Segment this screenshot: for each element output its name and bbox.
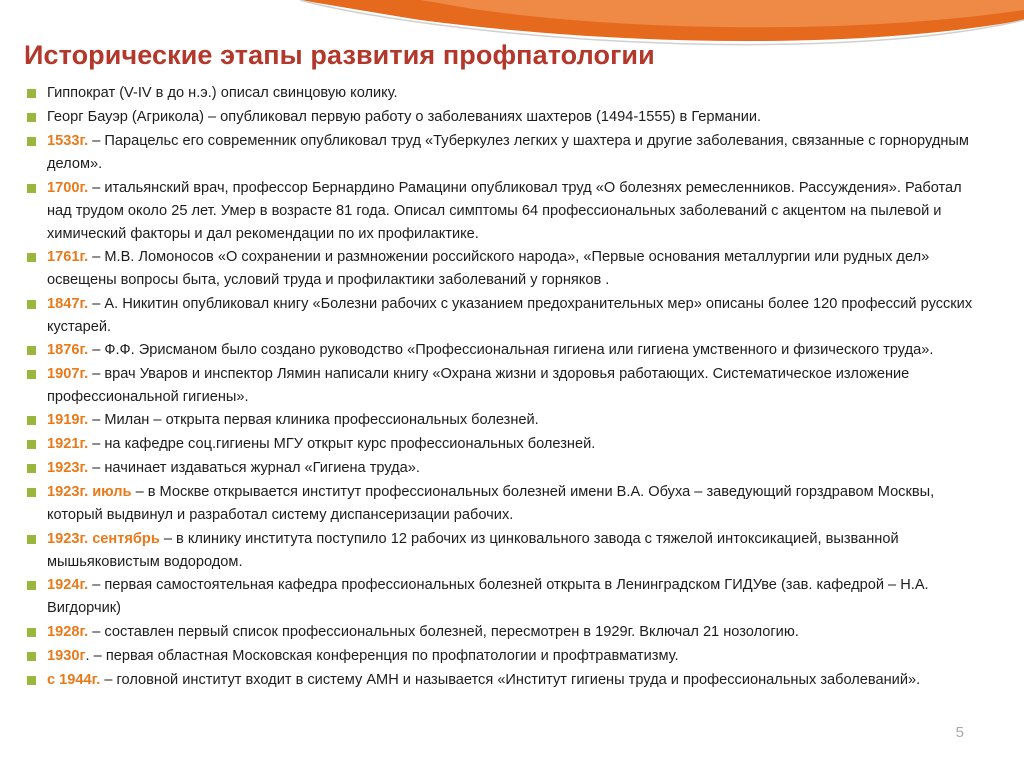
item-lead: 1928г. <box>47 623 89 640</box>
list-item <box>24 130 986 176</box>
bullet-icon <box>27 89 36 98</box>
item-lead: 1923г. июль <box>47 484 132 500</box>
bullet-icon <box>27 488 36 497</box>
list-item <box>24 293 986 339</box>
page-number: 5 <box>955 724 964 741</box>
item-lead: 1533г. <box>47 133 89 149</box>
item-text: Георг Бауэр (Агрикола) – опубликовал первую работу о заболеваниях шахтеров (1494-1555) в Германии. <box>47 109 762 125</box>
bullet-icon <box>27 676 36 685</box>
item-text: – Парацельс его современник опубликовал труд «Туберкулез легких у шахтера и другие заболевания, связанные с горнорудным делом». <box>47 133 969 172</box>
item-lead: 1924г. <box>47 577 89 593</box>
bullet-icon <box>27 370 36 379</box>
list-item <box>24 409 986 433</box>
item-lead: 1921г. <box>47 436 89 452</box>
item-text: – первая самостоятельная кафедра профессиональных болезней открыта в Ленинградском ГИДУве (зав. кафедрой – Н.А. Вигдорчик) <box>47 577 929 616</box>
list-item <box>24 669 986 693</box>
list-item <box>24 433 986 457</box>
item-lead: 1919г. <box>47 412 89 428</box>
item-lead: 1907г. <box>47 365 89 382</box>
list-item <box>24 82 986 106</box>
bullet-icon <box>27 300 36 309</box>
list-item <box>24 363 986 409</box>
bullet-icon <box>27 346 36 355</box>
item-lead: 1847г. <box>47 295 89 312</box>
item-text: – М.В. Ломоносов «О сохранении и размножении российского народа», «Первые основания металлургии или рудных дел» освещены вопросы быта, условий труда и профилактики заболеваний у горняков . <box>47 249 930 288</box>
bullet-icon <box>27 184 36 193</box>
bullet-icon <box>27 137 36 146</box>
list-item <box>24 528 986 574</box>
list-item <box>24 574 986 620</box>
bullet-icon <box>27 535 36 544</box>
item-text: – на кафедре соц.гигиены МГУ открыт курс профессиональных болезней. <box>88 436 596 452</box>
list-item <box>24 621 986 645</box>
list-item <box>24 246 986 292</box>
list-item <box>24 177 986 246</box>
item-text: – итальянский врач, профессор Бернардино Рамацини опубликовал труд «О болезнях ремесленников. Рассуждения». Работал над трудом около 25 лет. Умер в возрасте 81 года. Описал симптомы 64 профессиональных заболеваний с акцентом на пылевой и химический факторы и дал рекомендации по их профилактике. <box>47 179 962 242</box>
item-lead: 1930г <box>47 647 86 664</box>
item-text: – Милан – открыта первая клиника профессиональных болезней. <box>88 412 539 428</box>
bullet-list <box>24 82 986 692</box>
item-text: – составлен первый список профессиональных болезней, пересмотрен в 1929г. Включал 21 нозологию. <box>88 623 799 640</box>
list-item <box>24 481 986 527</box>
list-item <box>24 457 986 481</box>
list-item <box>24 645 986 669</box>
list-item <box>24 339 986 362</box>
item-lead: с 1944г. <box>47 671 101 688</box>
bullet-icon <box>27 581 36 590</box>
bullet-icon <box>27 628 36 637</box>
bullet-icon <box>27 652 36 661</box>
item-text: Гиппократ (V-IV в до н.э.) описал свинцовую колику. <box>47 85 398 101</box>
item-lead: 1700г. <box>47 179 89 196</box>
bullet-icon <box>27 416 36 425</box>
bullet-icon <box>27 464 36 473</box>
item-text: – врач Уваров и инспектор Лямин написали книгу «Охрана жизни и здоровья работающих. Систематическое изложение профессиональной гигиены». <box>47 365 910 405</box>
item-lead: 1923г. <box>47 460 89 476</box>
item-text: . – первая областная Московская конференция по профпатологии и профтравматизму. <box>85 647 679 664</box>
bullet-icon <box>27 113 36 122</box>
item-text: – в клинику института поступило 12 рабочих из цинковального завода с тяжелой интоксикацией, вызванной мышьяковистым водородом. <box>47 530 899 570</box>
item-text: – головной институт входит в систему АМН и называется «Институт гигиены труда и профессиональных заболеваний». <box>100 671 921 688</box>
bullet-icon <box>27 440 36 449</box>
item-text: – в Москве открывается институт профессиональных болезней имени В.А. Обуха – заведующий горздравом Москвы, который выдвинул и разработал систему диспансеризации рабочих. <box>47 484 935 523</box>
item-lead: 1923г. сентябрь <box>47 530 160 547</box>
item-text: – А. Никитин опубликовал книгу «Болезни рабочих с указанием предохранительных мер» описаны более 120 профессий русских кустарей. <box>47 295 973 335</box>
slide-title: Исторические этапы развития профпатологии <box>24 40 655 70</box>
bullet-icon <box>27 253 36 262</box>
item-text: – Ф.Ф. Эрисманом было создано руководство «Профессиональная гигиена или гигиена умственного и физического труда». <box>88 342 934 358</box>
item-lead: 1761г. <box>47 249 89 265</box>
list-item <box>24 106 986 130</box>
item-text: – начинает издаваться журнал «Гигиена труда». <box>88 460 420 476</box>
item-lead: 1876г. <box>47 342 89 358</box>
